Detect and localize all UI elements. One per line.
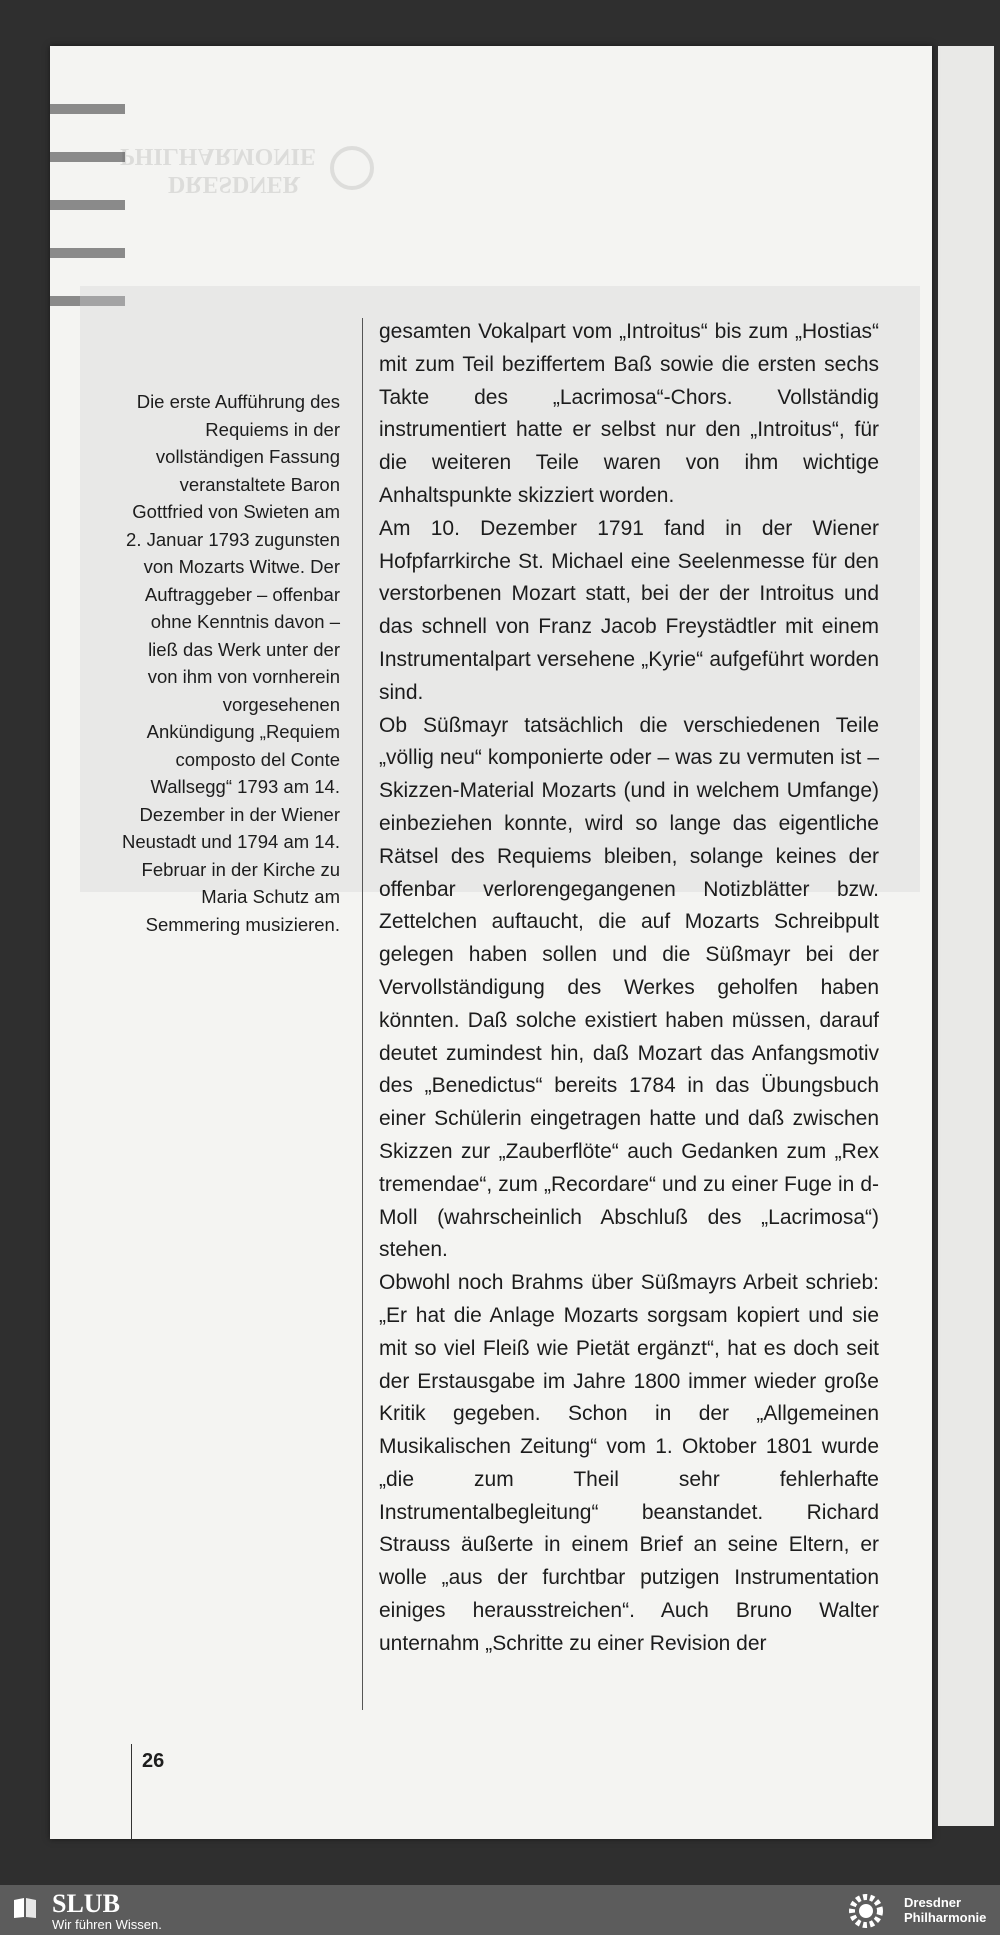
tab-marker (50, 104, 125, 114)
philharmonie-logo-text (904, 1895, 986, 1925)
show-through-logo (120, 118, 400, 198)
main-text-column (379, 316, 879, 1661)
page-number: 26 (142, 1750, 165, 1772)
philharmonie-line2: Philharmonie (904, 1910, 987, 1925)
main-paragraph: Obwohl noch Brahms über Süßmayrs Arbeit schrieb: „Er hat die Anlage Mozarts sorgsam kopiert und sie mit so viel Fleiß wie Pietät ergänzt“, hat es doch seit der Erstausgabe im Jahre 1800 immer wieder große Kritik gegeben. Schon in der „Allgemeinen Musikalischen Zeitung“ vom 1. Oktober 1801 wurde „die zum Theil sehr fehlerhafte Instrumentalbegleitung“ beanstandet. Richard Strauss äußerte in einem Brief an seine Eltern, er wolle „aus der furchtbar putzigen Instrumentation einiges herausstreichen“. Auch Bruno Walter unternahm „Schritte zu einer Revision der (379, 1271, 879, 1655)
sidebar-caption (118, 388, 340, 938)
main-paragraph: Am 10. Dezember 1791 fand in der Wiener Hofpfarrkirche St. Michael eine Seelenmesse für den verstorbenen Mozart statt, bei der der Introitus und das schnell von Franz Jacob Freystädtler mit einem Instrumentalpart versehene „Kyrie“ aufgeführt worden sind. (379, 516, 879, 704)
main-paragraph: Ob Süßmayr tatsächlich die verschiedenen Teile „völlig neu“ komponierte oder – was zu vermuten ist – Skizzen-Material Mozarts (und in welchem Umfange) einbeziehen konnte, wird so lange das eigentliche Rätsel des Requiems bleiben, solange keines der offenbar verlorengegangenen Notizblätter bzw. Zettelchen auftaucht, die auf Mozarts Schreibpult gelegen haben sollen und die Süßmayr bei der Vervollständigung des Werkes geholfen haben könnten. Daß solche existiert haben müssen, darauf deutet zumindest hin, daß Mozart das Anfangsmotiv des „Benedictus“ bereits 1784 in das Übungsbuch einer Schülerin eingetragen hatte und daß zwischen Skizzen zur „Zauberflöte“ auch Gedanken zum „Rex tremendae“, zum „Recordare“ und zu einer Fuge in d-Moll (wahrscheinlich Abschluß des „Lacrimosa“) stehen. (379, 713, 879, 1262)
viewer-footer (0, 1885, 1000, 1935)
sidebar-paragraph: Die erste Aufführung des Requiems in der vollständigen Fassung veranstaltete Baron Gottfried von Swieten am 2. Januar 1793 zugunsten von Mozarts Witwe. Der Auftraggeber – offenbar ohne Kenntnis davon – ließ das Werk unter der von ihm von vornherein vorgesehenen Ankündigung „Requiem composto del Conte Wallsegg“ 1793 am 14. Dezember in der Wiener Neustadt und 1794 am 14. Februar in der Kirche zu Maria Schutz am Semmering musizieren. (121, 391, 340, 935)
philharmonie-logo-icon (842, 1889, 890, 1933)
tab-marker (50, 152, 125, 162)
next-page-edge (938, 46, 994, 1826)
show-through-logo-line2: PHILHARMONIE (120, 143, 317, 169)
tab-marker (50, 248, 125, 258)
column-divider (362, 318, 363, 1710)
book-icon (12, 1897, 38, 1919)
show-through-logo-icon (330, 146, 374, 190)
page-number-rule (131, 1744, 132, 1840)
slub-tagline: Wir führen Wissen. (52, 1917, 162, 1932)
main-paragraph: gesamten Vokalpart vom „Introitus“ bis zum „Hostias“ mit zum Teil beziffertem Baß sowie die ersten sechs Takte des „Lacrimosa“-Chors. Vollständig instrumentiert hatte er selbst nur den „Introitus“, für die weiteren Teile waren von ihm wichtige Anhaltspunkte skizziert worden. (379, 320, 879, 507)
philharmonie-line1: Dresdner (904, 1895, 962, 1910)
show-through-logo-line1: DRESDNER (167, 171, 300, 197)
tab-marker (50, 200, 125, 210)
slub-logo-text[interactable]: SLUB (52, 1889, 120, 1918)
